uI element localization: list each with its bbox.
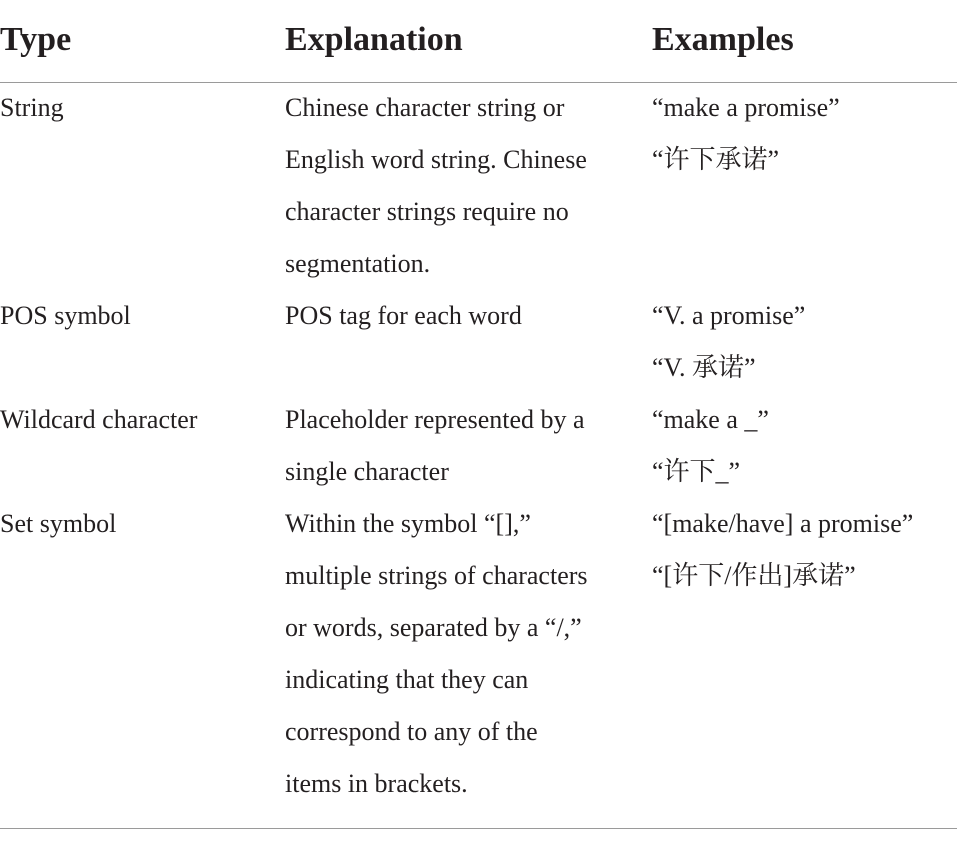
- table-body: [0, 82, 957, 810]
- explanation-line: Within the symbol “[],”: [285, 509, 531, 538]
- explanation-cell: [285, 394, 585, 498]
- table-row: [0, 290, 957, 394]
- example-line: “许下承诺”: [652, 145, 780, 174]
- explanation-cell: [285, 82, 587, 290]
- type-text: String: [0, 93, 64, 122]
- type-cell: [0, 82, 64, 134]
- explanation-line: English word string. Chinese: [285, 145, 587, 174]
- explanation-line: character strings require no: [285, 197, 569, 226]
- table-bottom-rule: [0, 828, 957, 829]
- example-line: “make a promise”: [652, 93, 840, 122]
- example-line: “[许下/作出]承诺”: [652, 561, 856, 590]
- explanation-cell: [285, 290, 522, 342]
- explanation-line: correspond to any of the: [285, 717, 538, 746]
- type-cell: [0, 498, 116, 550]
- explanation-line: POS tag for each word: [285, 301, 522, 330]
- examples-cell: [652, 498, 913, 602]
- explanation-line: or words, separated by a “/,”: [285, 613, 582, 642]
- example-line: “V. 承诺”: [652, 353, 756, 382]
- examples-cell: [652, 82, 840, 186]
- header-type: Type: [0, 21, 72, 58]
- examples-cell: [652, 394, 769, 498]
- explanation-line: items in brackets.: [285, 769, 468, 798]
- table-header: [0, 0, 957, 83]
- header-explanation: Explanation: [285, 21, 463, 58]
- explanation-line: Placeholder represented by a: [285, 405, 585, 434]
- example-line: “许下_”: [652, 457, 741, 486]
- table-row: [0, 498, 957, 810]
- explanation-line: segmentation.: [285, 249, 431, 278]
- example-line: “[make/have] a promise”: [652, 509, 914, 538]
- explanation-line: Chinese character string or: [285, 93, 565, 122]
- explanation-line: indicating that they can: [285, 665, 529, 694]
- header-examples: Examples: [652, 21, 794, 58]
- type-text: POS symbol: [0, 301, 131, 330]
- explanation-line: multiple strings of characters: [285, 561, 588, 590]
- type-cell: [0, 394, 197, 446]
- type-cell: [0, 290, 131, 342]
- explanation-cell: [285, 498, 588, 810]
- type-text: Wildcard character: [0, 405, 198, 434]
- table-row: [0, 82, 957, 290]
- examples-cell: [652, 290, 805, 394]
- type-text: Set symbol: [0, 509, 117, 538]
- table-row: [0, 394, 957, 498]
- example-line: “V. a promise”: [652, 301, 806, 330]
- example-line: “make a _”: [652, 405, 769, 434]
- explanation-line: single character: [285, 457, 449, 486]
